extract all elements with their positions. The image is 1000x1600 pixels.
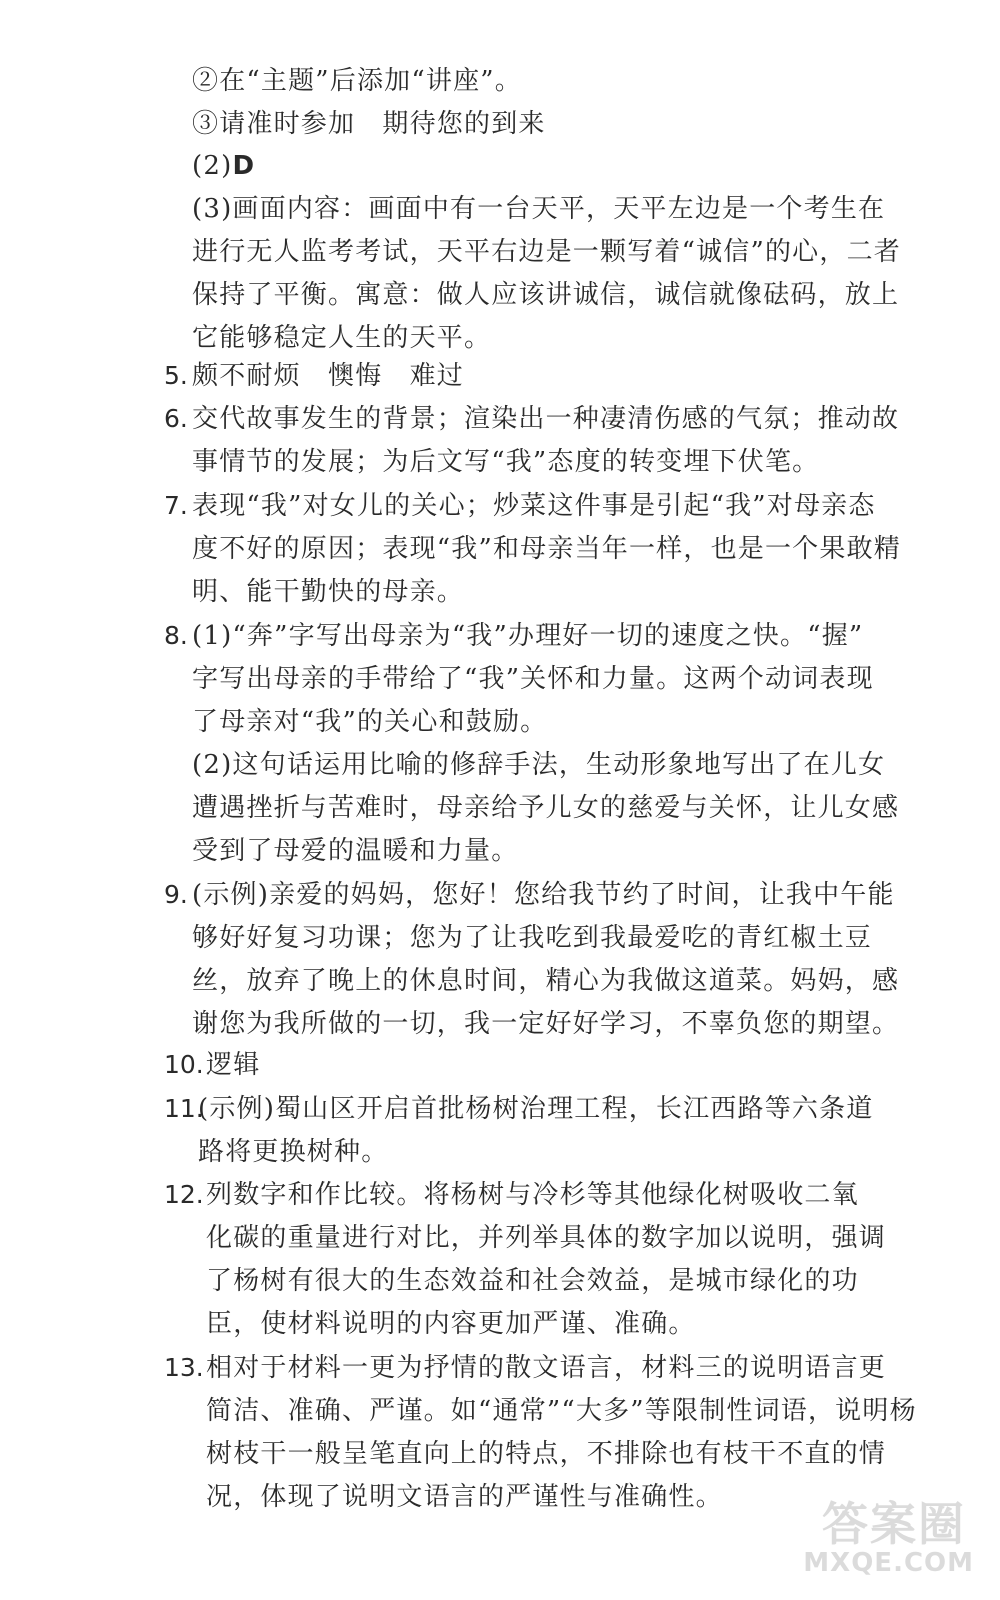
question-number: 6. (164, 404, 188, 433)
sub-question-label: (2) (192, 151, 233, 181)
question-number: 5. (164, 361, 188, 390)
answer-line: 臣，使材料说明的内容更加严谨、准确。 (206, 1309, 696, 1339)
question-number: 8. (164, 621, 188, 650)
answer-line: (3)画面内容：画面中有一台天平，天平左边是一个考生在 (192, 194, 886, 224)
answer-line: 事情节的发展；为后文写“我”态度的转变埋下伏笔。 (192, 447, 820, 477)
watermark-url: MXQE.COM (803, 1548, 974, 1578)
answer-line: 明、能干勤快的母亲。 (192, 577, 465, 607)
question-number: 9. (164, 880, 188, 909)
answer-line: 颇不耐烦 懊悔 难过 (192, 361, 465, 391)
question-number: 13. (164, 1353, 204, 1382)
answer-line: 化碳的重量进行对比，并列举具体的数字加以说明，强调 (206, 1223, 887, 1253)
answer-line: (2)这句话运用比喻的修辞手法，生动形象地写出了在儿女 (192, 750, 886, 780)
watermark-title: 答案圈 (822, 1497, 966, 1551)
answer-line (192, 151, 255, 181)
answer-line: 进行无人监考考试，天平右边是一颗写着“诚信”的心，二者 (192, 237, 901, 267)
answer-line: 路将更换树种。 (198, 1137, 389, 1167)
answer-line: (示例)蜀山区开启首批杨树治理工程，长江西路等六条道 (198, 1094, 874, 1124)
answer-line: 况，体现了说明文语言的严谨性与准确性。 (206, 1482, 723, 1512)
answer-line: 丝，放弃了晚上的休息时间，精心为我做这道菜。妈妈，感 (192, 966, 900, 996)
answer-line: 了杨树有很大的生态效益和社会效益，是城市绿化的功 (206, 1266, 859, 1296)
answer-line: ③请准时参加 期待您的到来 (192, 109, 546, 139)
answer-line: (示例)亲爱的妈妈，您好！您给我节约了时间，让我中午能 (192, 880, 895, 910)
answer-line: ②在“主题”后添加“讲座”。 (192, 66, 522, 96)
answer-line: 树枝干一般呈笔直向上的特点，不排除也有枝干不直的情 (206, 1439, 887, 1469)
answer-line: 简洁、准确、严谨。如“通常”“大多”等限制性词语，说明杨 (206, 1396, 917, 1426)
question-number: 12. (164, 1180, 204, 1209)
answer-line: 相对于材料一更为抒情的散文语言，材料三的说明语言更 (206, 1353, 887, 1383)
answer-line: 受到了母爱的温暖和力量。 (192, 836, 519, 866)
answer-line: 列数字和作比较。将杨树与冷杉等其他绿化树吸收二氧 (206, 1180, 859, 1210)
choice-answer: D (232, 151, 256, 181)
question-number: 10. (164, 1050, 204, 1079)
answer-line: 交代故事发生的背景；渲染出一种凄清伤感的气氛；推动故 (192, 404, 900, 434)
answer-line: 保持了平衡。寓意：做人应该讲诚信，诚信就像砝码，放上 (192, 280, 900, 310)
answer-line: 遭遇挫折与苦难时，母亲给予儿女的慈爱与关怀，让儿女感 (192, 793, 900, 823)
answer-line: 度不好的原因；表现“我”和母亲当年一样，也是一个果敢精 (192, 534, 901, 564)
answer-line: 它能够稳定人生的天平。 (192, 323, 492, 353)
answer-line: 字写出母亲的手带给了“我”关怀和力量。这两个动词表现 (192, 664, 874, 694)
answer-line: 够好好复习功课；您为了让我吃到我最爱吃的青红椒土豆 (192, 923, 873, 953)
question-number: 7. (164, 491, 188, 520)
answer-line: (1)“奔”字写出母亲为“我”办理好一切的速度之快。“握” (192, 621, 864, 651)
question-number: 11. (164, 1094, 204, 1123)
answer-line: 谢您为我所做的一切，我一定好好学习，不辜负您的期望。 (192, 1009, 900, 1039)
answer-line: 了母亲对“我”的关心和鼓励。 (192, 707, 548, 737)
watermark-logo (804, 1488, 974, 1578)
answer-line: 逻辑 (206, 1050, 261, 1080)
answer-line: 表现“我”对女儿的关心；炒菜这件事是引起“我”对母亲态 (192, 491, 876, 521)
